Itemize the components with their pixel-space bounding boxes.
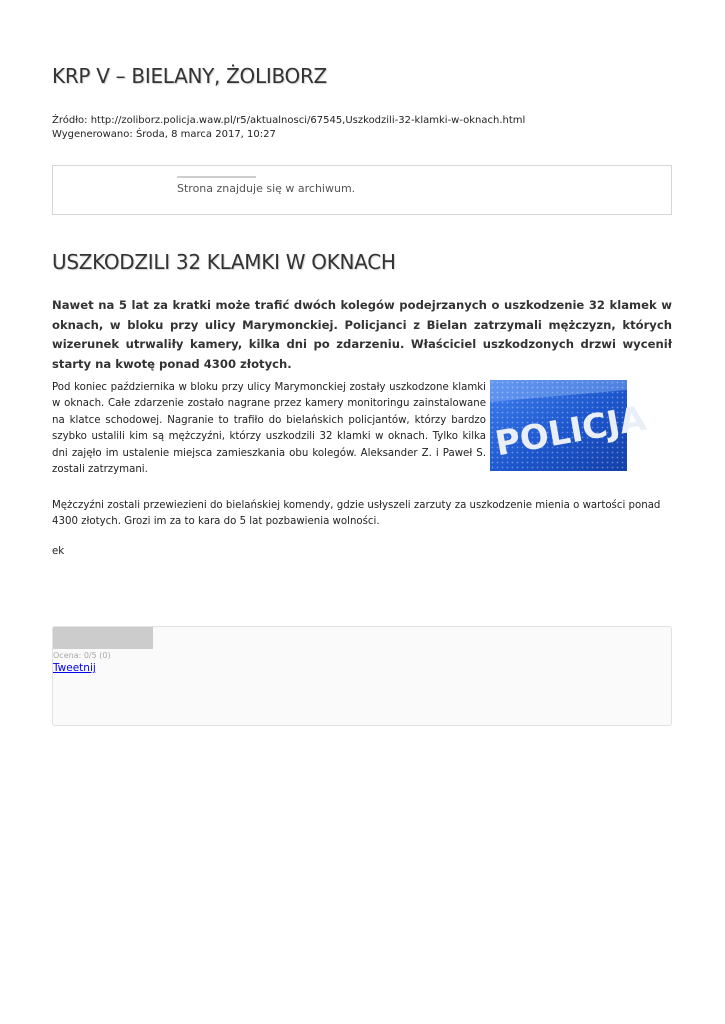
generated-date: Wygenerowano: Środa, 8 marca 2017, 10:27: [52, 129, 276, 140]
archive-notice: Strona znajduje się w archiwum.: [177, 182, 356, 195]
source-url: Źródło: http://zoliborz.policja.waw.pl/r5/aktualnosci/67545,Uszkodzili-32-klamki-w-oknach.html: [52, 115, 526, 126]
tweet-link[interactable]: Tweetnij: [53, 662, 96, 674]
article-paragraph-2: Mężczyźni zostali przewiezieni do bielańskiej komendy, gdzie usłyszeli zarzuty za uszkodzenie mienia o wartości ponad 4300 złotych. Grozi im za to kara do 5 lat pozbawienia wolności.: [52, 500, 661, 528]
police-photo: [490, 380, 649, 471]
police-photo-text: POLICJA: [492, 398, 649, 465]
rating-stars-bar[interactable]: [53, 627, 153, 649]
article-title: USZKODZILI 32 KLAMKI W OKNACH: [52, 250, 396, 274]
document-meta: [52, 114, 525, 142]
article-paragraph-1: Pod koniec października w bloku przy ulicy Marymonckiej zostały uszkodzone klamki w oknach. Całe zdarzenie zostało nagrane przez kamery monitoringu zainstalowane na klatce schodowej. Nagranie to trafiło do bielańskich policjantów, którzy bardzo szybko ustalili kim są mężczyźni, którzy uszkodzili 32 klamki w oknach. Tylko kilka dni zajęło im ustalenie miejsca zamieszkania obu kolegów. Aleksander Z. i Paweł S. zostali zatrzymani.: [52, 382, 486, 476]
rating-text: Ocena: 0/5 (0): [53, 651, 111, 660]
rating-box: [52, 626, 672, 726]
archive-divider: [177, 176, 256, 178]
article-lead: Nawet na 5 lat za kratki może trafić dwóch kolegów podejrzanych o uszkodzenie 32 klamek w oknach, w bloku przy ulicy Marymonckiej. Policjanci z Bielan zatrzymali mężczyzn, których wizerunek utrwaliły kamery, kilka dni po zdarzeniu. Właściciel uszkodzonych drzwi wycenił starty na kwotę ponad 4300 złotych.: [52, 298, 672, 371]
site-title: KRP V – BIELANY, ŻOLIBORZ: [52, 64, 327, 88]
article-signature: ek: [52, 546, 65, 557]
archive-notice-box: [52, 165, 672, 215]
